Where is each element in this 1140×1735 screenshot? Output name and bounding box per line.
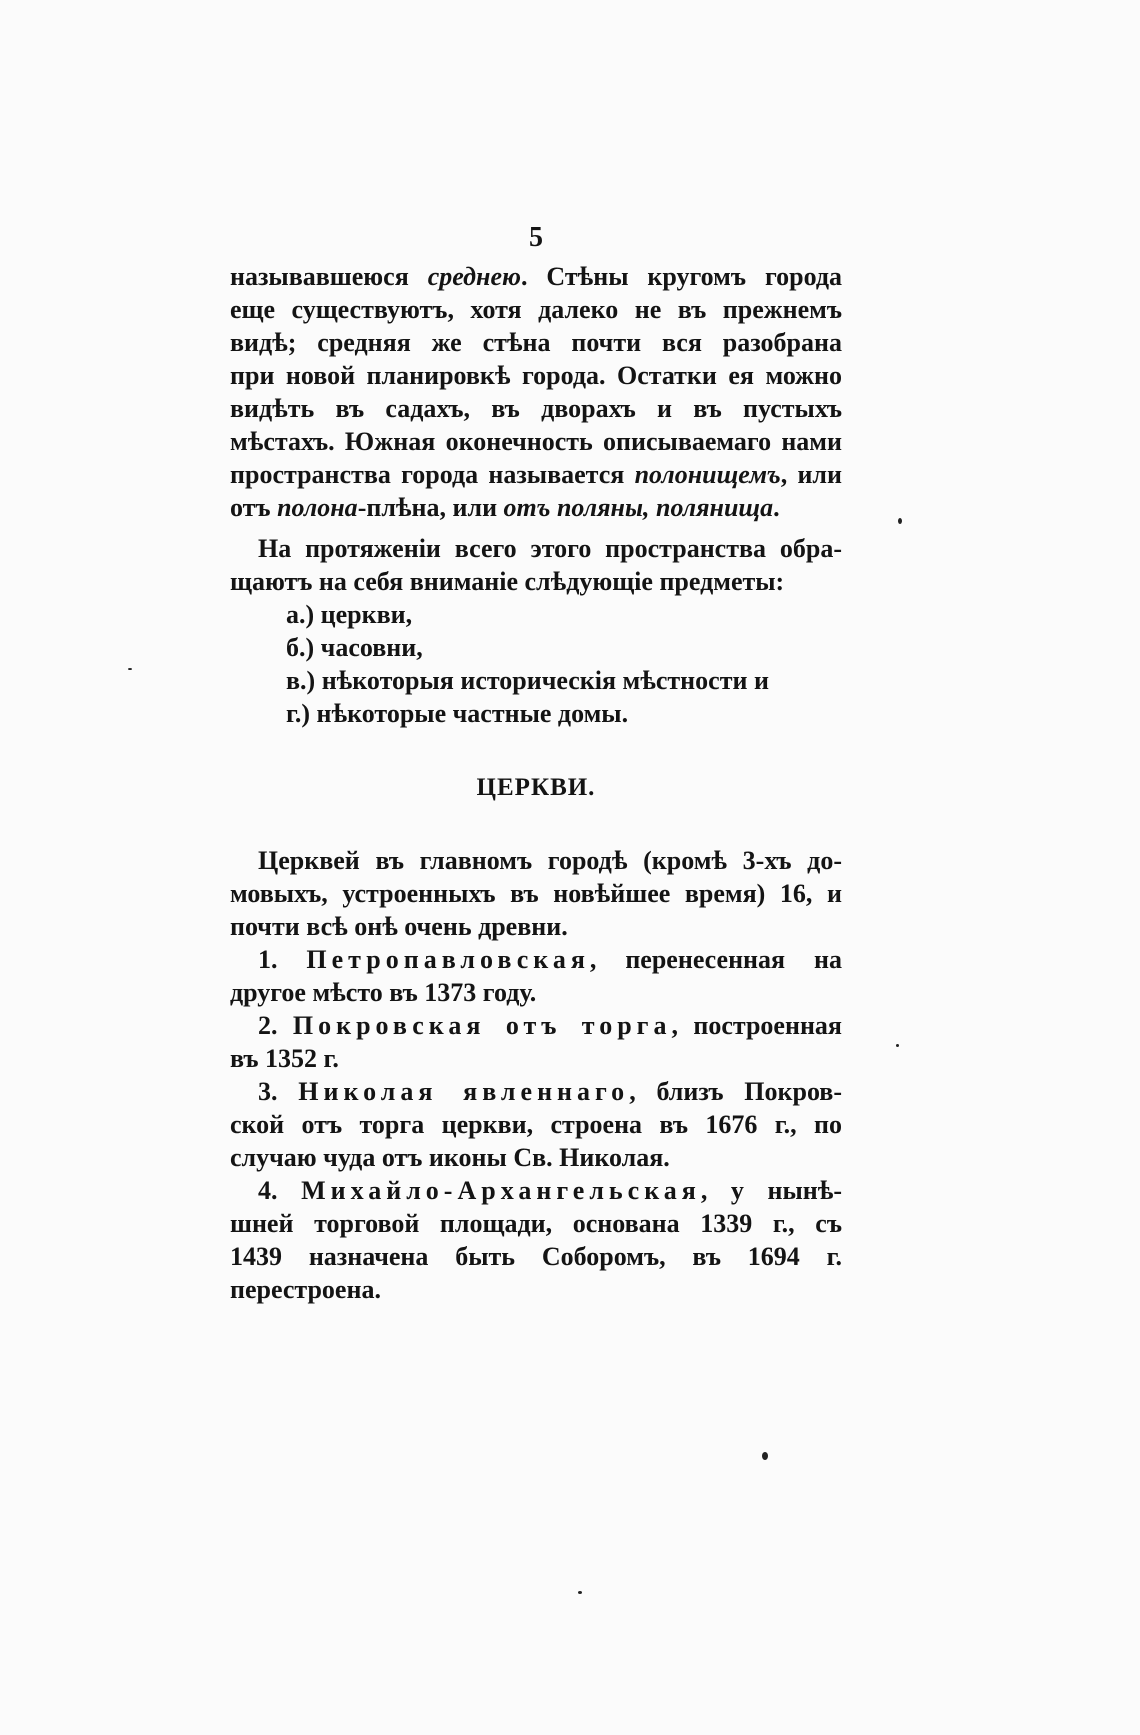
text-line bbox=[230, 359, 842, 392]
print-speck bbox=[762, 1452, 768, 1460]
text-line bbox=[230, 910, 842, 943]
text-segment: . Стѣны кругомъ города bbox=[521, 262, 842, 291]
text-segment: щаютъ на себя вниманіе слѣдующіе предметы: bbox=[230, 567, 785, 596]
print-speck bbox=[896, 1044, 899, 1047]
text-segment: шней торговой площади, основана 1339 г., съ bbox=[230, 1209, 842, 1238]
text-line bbox=[230, 326, 842, 359]
text-segment: 1439 назначена быть Соборомъ, въ 1694 г. bbox=[230, 1242, 842, 1271]
text-segment: , или bbox=[780, 460, 842, 489]
italic-text: полона bbox=[277, 493, 358, 522]
church-entry bbox=[230, 943, 842, 1009]
text-line bbox=[230, 943, 842, 976]
text-line bbox=[230, 425, 842, 458]
paragraph-churches-intro bbox=[230, 844, 842, 943]
text-segment: пространства города называется bbox=[230, 460, 635, 489]
church-entry bbox=[230, 1009, 842, 1075]
text-segment: , близъ Покров- bbox=[629, 1077, 842, 1106]
print-speck bbox=[898, 518, 902, 524]
text-line bbox=[230, 532, 842, 565]
text-line bbox=[230, 458, 842, 491]
text-segment: почти всѣ онѣ очень древни. bbox=[230, 912, 568, 941]
text-segment: , у нынѣ- bbox=[700, 1176, 843, 1205]
spaced-name: Николая явленнаго bbox=[298, 1077, 630, 1106]
text-segment: ской отъ торга церкви, строена въ 1676 г., по bbox=[230, 1110, 842, 1139]
text-segment: . bbox=[773, 493, 780, 522]
text-line bbox=[230, 293, 842, 326]
text-line bbox=[230, 1240, 842, 1273]
spaced-name: Михайло-Архангельская bbox=[301, 1176, 701, 1205]
text-segment: мовыхъ, устроенныхъ въ новѣйшее время) 16, и bbox=[230, 879, 842, 908]
text-segment: Церквей въ главномъ городѣ (кромѣ 3-хъ до- bbox=[258, 846, 842, 875]
text-line bbox=[230, 1207, 842, 1240]
text-segment: отъ bbox=[230, 493, 278, 522]
text-segment: видѣ; средняя же стѣна почти вся разобрана bbox=[230, 328, 842, 357]
italic-text: полонищемъ bbox=[634, 460, 781, 489]
church-entries bbox=[230, 943, 842, 1306]
section-heading-churches: ЦЕРКВИ. bbox=[476, 774, 596, 801]
text-line bbox=[230, 1273, 842, 1306]
church-entry bbox=[230, 1075, 842, 1174]
paragraph-city-walls bbox=[230, 260, 842, 524]
spaced-name: Покровская отъ торга bbox=[292, 1011, 672, 1040]
print-speck bbox=[128, 668, 132, 670]
text-segment: , построенная bbox=[671, 1011, 842, 1040]
text-segment: -плѣна, или bbox=[357, 493, 504, 522]
objects-list bbox=[230, 598, 842, 730]
page-number: 5 bbox=[529, 222, 543, 253]
text-segment: перестроена. bbox=[230, 1275, 381, 1304]
text-segment: На протяженіи всего этого пространства обра- bbox=[258, 534, 842, 563]
print-speck bbox=[578, 1591, 582, 1594]
list-item: а.) церкви, bbox=[286, 600, 413, 629]
text-column bbox=[230, 218, 842, 1306]
text-line bbox=[230, 491, 842, 524]
text-line bbox=[230, 1075, 842, 1108]
text-segment: еще существуютъ, хотя далеко не въ прежнемъ bbox=[230, 295, 842, 324]
text-segment: 3. bbox=[258, 1077, 299, 1106]
text-segment: видѣть въ садахъ, въ дворахъ и въ пустыхъ bbox=[230, 394, 842, 423]
text-segment: другое мѣсто въ 1373 году. bbox=[230, 978, 537, 1007]
text-segment: мѣстахъ. Южная оконечность описываемаго нами bbox=[230, 427, 842, 456]
list-item: г.) нѣкоторые частные домы. bbox=[286, 699, 629, 728]
text-line bbox=[230, 844, 842, 877]
italic-text: отъ поляны, полянища bbox=[503, 493, 774, 522]
text-line bbox=[230, 1141, 842, 1174]
text-line bbox=[230, 1009, 842, 1042]
text-segment: называвшеюся bbox=[230, 262, 428, 291]
text-line bbox=[230, 877, 842, 910]
text-segment: , перенесенная на bbox=[589, 945, 843, 974]
text-segment: при новой планировкѣ города. Остатки ея можно bbox=[230, 361, 842, 390]
text-line bbox=[230, 1174, 842, 1207]
text-segment: въ 1352 г. bbox=[230, 1044, 339, 1073]
text-line bbox=[230, 1108, 842, 1141]
text-segment: случаю чуда отъ иконы Св. Николая. bbox=[230, 1143, 670, 1172]
text-line bbox=[230, 565, 842, 598]
text-line bbox=[230, 976, 842, 1009]
text-line bbox=[230, 260, 842, 293]
text-segment: 1. bbox=[258, 945, 307, 974]
spaced-name: Петропавловская bbox=[306, 945, 590, 974]
paragraph-objects-intro bbox=[230, 532, 842, 598]
text-segment: 2. bbox=[258, 1011, 293, 1040]
list-item: в.) нѣкоторыя историческія мѣстности и bbox=[286, 666, 769, 695]
list-item: б.) часовни, bbox=[286, 633, 423, 662]
text-line bbox=[230, 392, 842, 425]
text-line bbox=[230, 1042, 842, 1075]
church-entry bbox=[230, 1174, 842, 1306]
text-segment: 4. bbox=[258, 1176, 302, 1205]
italic-text: среднею bbox=[427, 262, 521, 291]
